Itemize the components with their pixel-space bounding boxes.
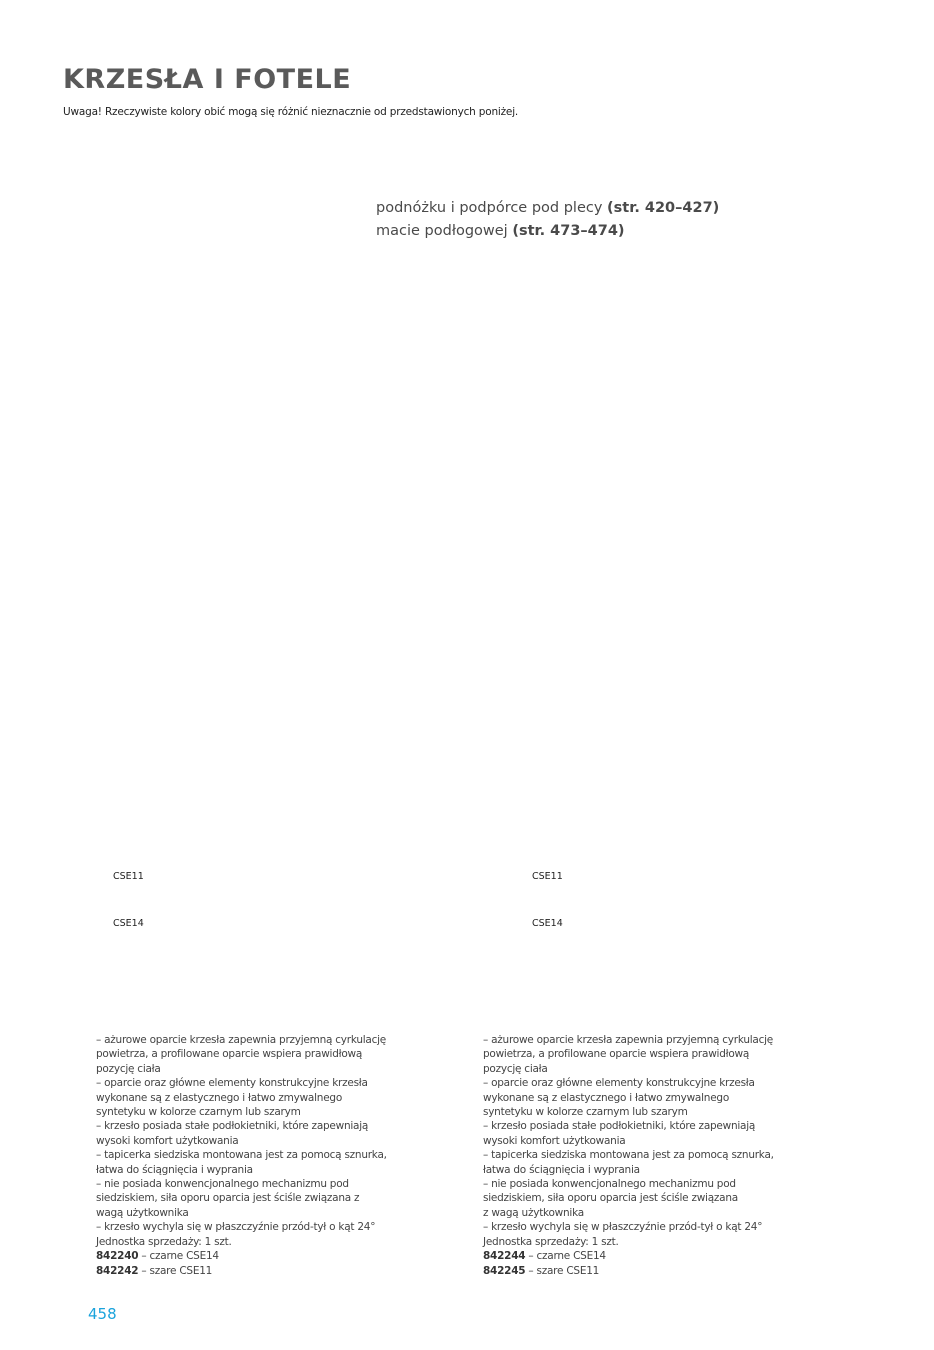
feature-line: syntetyku w kolorze czarnym lub szarym [483, 1106, 688, 1119]
feature-line: wykonane są z elastycznego i łatwo zmywalnego [483, 1091, 729, 1104]
feature-line: siedziskiem, siła oporu oparcia jest ściśle związana [483, 1192, 738, 1205]
sales-unit: Jednostka sprzedaży: 1 szt. [483, 1235, 619, 1248]
sku-desc: – czarne CSE14 [525, 1250, 606, 1263]
page-number: 458 [88, 1305, 117, 1323]
feature-line: – oparcie oraz główne elementy konstrukcyjne krzesła [96, 1077, 368, 1090]
feature-line: powietrza, a profilowane oparcie wspiera prawidłową [96, 1048, 363, 1061]
cross-references [376, 197, 719, 243]
feature-line: – krzesło wychyla się w płaszczyźnie przód-tył o kąt 24° [483, 1221, 763, 1234]
color-notice: Uwaga! Rzeczywiste kolory obić mogą się różnić nieznacznie od przedstawionych poniżej. [63, 106, 519, 118]
feature-line: powietrza, a profilowane oparcie wspiera prawidłową [483, 1048, 750, 1061]
sku-line [483, 1249, 793, 1263]
reference-pages: (str. 420–427) [607, 200, 720, 216]
sku-line [483, 1264, 793, 1278]
feature-line: – krzesło wychyla się w płaszczyźnie przód-tył o kąt 24° [96, 1221, 376, 1234]
feature-line: wykonane są z elastycznego i łatwo zmywalnego [96, 1091, 342, 1104]
reference-text: macie podłogowej [376, 223, 513, 239]
feature-line: syntetyku w kolorze czarnym lub szarym [96, 1106, 301, 1119]
feature-line: wysoki komfort użytkowania [483, 1134, 626, 1147]
feature-line: łatwa do ściągnięcia i wyprania [483, 1163, 640, 1176]
color-code-label: CSE14 [532, 918, 563, 929]
feature-line: łatwa do ściągnięcia i wyprania [96, 1163, 253, 1176]
page-title: KRZESŁA I FOTELE [63, 64, 352, 95]
feature-line: – ażurowe oparcie krzesła zapewnia przyjemną cyrkulację [96, 1034, 386, 1046]
reference-text: podnóżku i podpórce pod plecy [376, 200, 608, 216]
reference-line [376, 220, 719, 243]
feature-line: pozycję ciała [483, 1062, 548, 1075]
feature-line: – nie posiada konwencjonalnego mechanizmu pod [483, 1178, 736, 1191]
sku-desc: – czarne CSE14 [138, 1250, 219, 1263]
feature-line: siedziskiem, siła oporu oparcia jest ściśle związana z [96, 1192, 360, 1205]
sku-code: 842242 [96, 1264, 139, 1277]
feature-line: – nie posiada konwencjonalnego mechanizmu pod [96, 1178, 349, 1191]
sku-code: 842240 [96, 1250, 139, 1263]
sku-desc: – szare CSE11 [525, 1264, 600, 1277]
sku-code: 842245 [483, 1264, 526, 1277]
feature-line: wagą użytkownika [96, 1206, 189, 1219]
feature-line: – tapicerka siedziska montowana jest za pomocą sznurka, [483, 1149, 774, 1162]
feature-line: z wagą użytkownika [483, 1206, 584, 1219]
color-code-label: CSE14 [113, 918, 144, 929]
product-description-right [483, 1033, 793, 1278]
feature-line: – krzesło posiada stałe podłokietniki, które zapewniają [96, 1120, 369, 1133]
sku-line [96, 1249, 406, 1263]
feature-line: – oparcie oraz główne elementy konstrukcyjne krzesła [483, 1077, 755, 1090]
product-description-left [96, 1033, 406, 1278]
feature-line: pozycję ciała [96, 1062, 161, 1075]
feature-line: wysoki komfort użytkowania [96, 1134, 239, 1147]
color-code-label: CSE11 [532, 871, 563, 882]
feature-line: – ażurowe oparcie krzesła zapewnia przyjemną cyrkulację [483, 1034, 773, 1046]
reference-line [376, 197, 719, 220]
sku-code: 842244 [483, 1250, 526, 1263]
sku-line [96, 1264, 406, 1278]
color-code-label: CSE11 [113, 871, 144, 882]
sku-desc: – szare CSE11 [138, 1264, 213, 1277]
sales-unit: Jednostka sprzedaży: 1 szt. [96, 1235, 232, 1248]
reference-pages: (str. 473–474) [512, 223, 625, 239]
feature-line: – tapicerka siedziska montowana jest za pomocą sznurka, [96, 1149, 387, 1162]
feature-line: – krzesło posiada stałe podłokietniki, które zapewniają [483, 1120, 756, 1133]
